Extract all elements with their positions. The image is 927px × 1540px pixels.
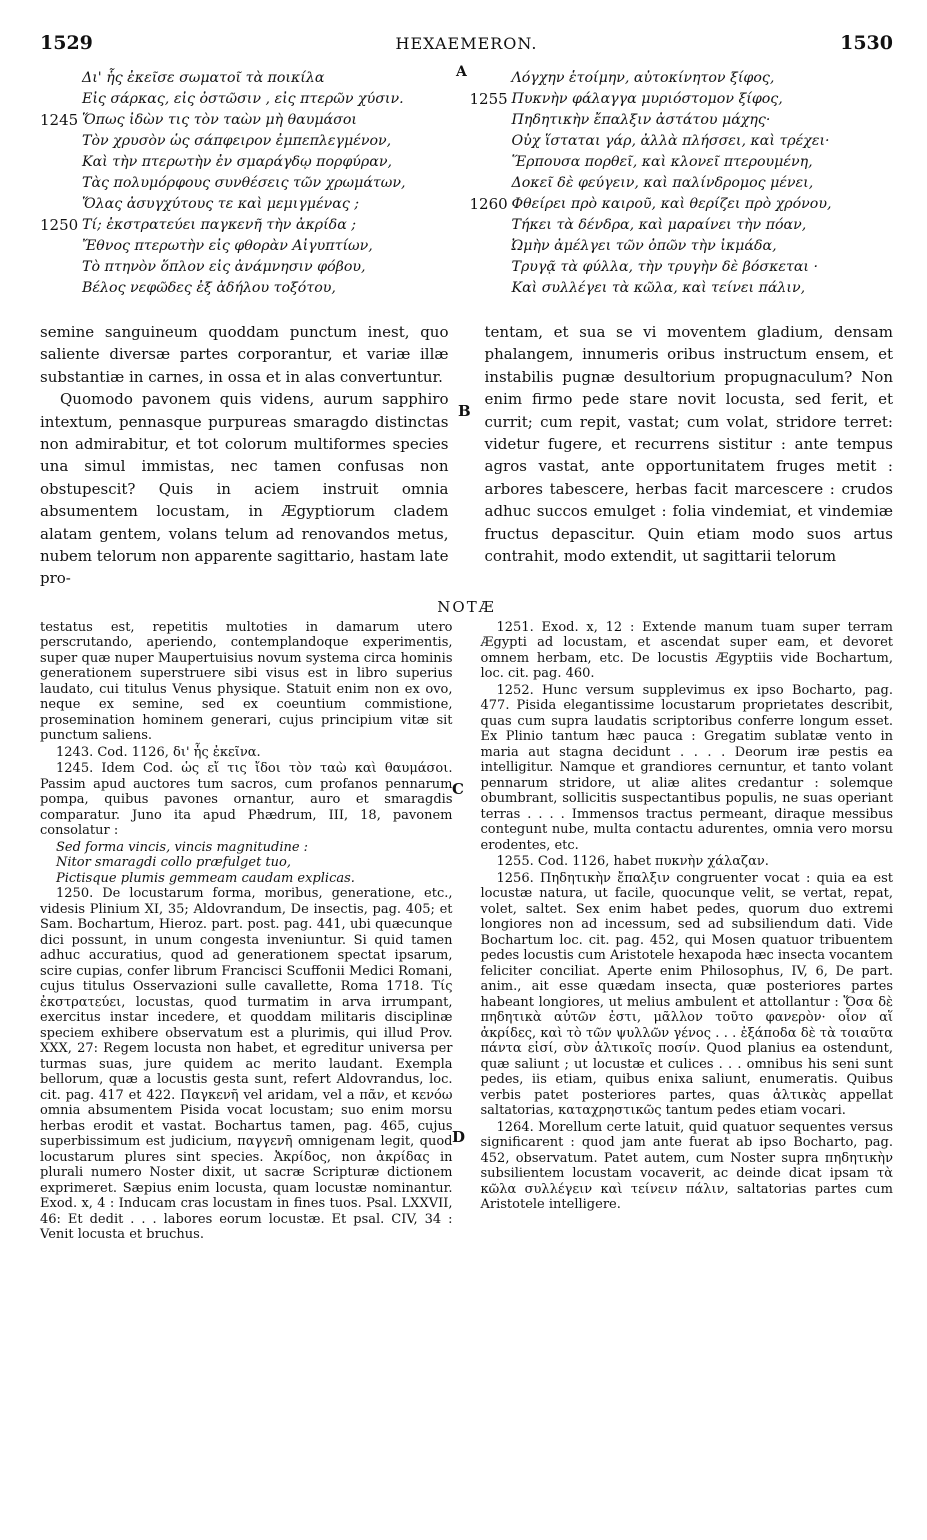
- verse-line: [470, 110, 894, 131]
- margin-mark-b: B: [458, 402, 471, 420]
- latin-paragraph: Quomodo pavonem quis videns, aurum sapphiro intextum, pennasque purpureas smaragdo distinctas non admirabitur, et tot colorum multiformes species una simul immistas, nec tamen confusas non obstupescit? Quis in aciem instruit omnia absumentem locustam, in Ægyptiorum cladem alatam gentem, volans telum ad renovandos metus, nubem telorum non apparente sagittario, hastam late pro-: [40, 390, 449, 588]
- verse-text: Ὅλας ἀσυγχύτους τε καὶ μεμιγμένας ;: [82, 196, 360, 212]
- verse-number: [470, 278, 512, 299]
- note-paragraph: 1251. Exod. x, 12 : Extende manum tuam super terram Ægypti ad locustam, et ascendat super eam, et devoret omnem herbam, etc. De locustis Ægyptiis vide Bochartum, loc. cit. pag. 460.: [480, 619, 893, 682]
- verse-text: Καὶ τὴν πτερωτὴν ἐν σμαράγδῳ πορφύραν,: [82, 154, 392, 170]
- verse-line: [470, 194, 894, 215]
- margin-mark-c: C: [452, 780, 464, 798]
- verse-line: [470, 68, 894, 89]
- verse-line: [470, 131, 894, 152]
- page-number-left: 1529: [40, 32, 93, 54]
- notes-block: [40, 620, 893, 1244]
- verse-number: [40, 257, 82, 278]
- page-header: [40, 28, 893, 54]
- verse-text: Βέλος νεφῶδες ἐξ ἀδήλου τοξότου,: [82, 280, 336, 296]
- verse-text: Δι' ἧς ἐκεῖσε σωματοῖ τὰ ποικίλα: [82, 70, 325, 86]
- latin-paragraph: tentam, et sua se vi moventem gladium, densam phalangem, innumeris oribus instructum ensem, et instabilis pugnæ desultorium propugnaculum? Non enim firmo pede stare novit locusta, sed ferit, et currit; cum repit, vastat; cum volat, stridore terret: videtur fugere, et recurrens sistitur : ante tempus agros vastat, ante opportunitatem fruges metit : arbores tabescere, herbas facit marcescere : crudos adhuc succos emulget : folia vindemiat, et vindemiæ fructus depascitur. Quin etiam modo suos artus contrahit, modo extendit, ut sagittarii telorum: [484, 323, 893, 566]
- verse-line: [40, 89, 464, 110]
- margin-mark-a: A: [456, 64, 467, 80]
- verse-number: [470, 68, 512, 89]
- verse-number: [40, 194, 82, 215]
- verse-text: Πυκνὴν φάλαγγα μυριόστομον ξίφος,: [511, 91, 783, 107]
- verse-line: Sed forma vincis, vincis magnitudine :: [56, 839, 309, 855]
- running-title: HEXAEMERON.: [395, 34, 538, 53]
- verse-line: [40, 110, 464, 131]
- verse-line: Nitor smaragdi collo præfulget tuo,: [56, 855, 291, 871]
- note-paragraph: 1252. Hunc versum supplevimus ex ipso Bocharto, pag. 477. Pisida elegantissime locustarum proprietates describit, quas cum supra laudatis scriptoribus conferre longum esset. Ex Plinio tantum hæc pauca : Gregatim sublatæ vento in maria aut stagna decidunt . . . . Deorum iræ pestis ea intelligitur. Namque et grandiores cernuntur, et tanto volant pennarum stridore, ut aliæ alites credantur : solemque obumbrant, sollicitis suspectantibus populis, ne suas operiant terras . . . . Immensos tractus permeant, diraque messibus contegunt nube, multa contactu adurentes, omnia vero morsu erodentes, etc.: [480, 682, 893, 853]
- verse-line: [470, 278, 894, 299]
- verse-text: Οὐχ ἵσταται γάρ, ἀλλὰ πλήσσει, καὶ τρέχει·: [511, 133, 830, 149]
- note-paragraph: 1256. Πηδητικὴν ἔπαλξιν congruenter vocat : quia ea est locustæ natura, ut facile, quocunque velit, se vertat, repat, volet, saltet. Sex enim habet pedes, quorum duo extremi longiores non ad incessum, sed ad subsiliendum dati. Vide Bochartum loc. cit. pag. 452, qui Mosen quatuor tribuentem pedes locustis cum Aristotele hexapoda hæc insecta vocantem feliciter conciliat. Aperte enim Philosophus, IV, 6, De part. anim., ait esse quædam insecta, quæ posteriores partes habeant longiores, ut melius ambulent et attollantur : Ὅσα δὲ πηδητικὰ αὐτῶν ἐστι, μᾶλλον τοῦτο φανερὸν· οἷον αἵ ἀκρίδες, καὶ τὸ τῶν ψυλλῶν γένος . . . ἐξάποδα δὲ τὰ τοιαῦτα πάντα εἰσί, σὺν ἁλτικοῖς ποσίν. Quod planius ea ostendunt, quæ saliunt ; ut locustæ et culices . . . omnibus his seni sunt pedes, iis etiam, quibus enixa saliunt, enumeratis. Quibus verbis patet posteriores partes, quas ἁλτικὰς appellat saltatorias, καταχρηστικῶς tantum pedes etiam vocari.: [480, 870, 893, 1119]
- verse-line: [470, 257, 894, 278]
- notes-heading: NOTÆ: [437, 597, 496, 616]
- latin-paragraph: semine sanguineum quoddam punctum inest, quo saliente diversæ partes corporantur, et variæ illæ substantiæ in carnes, in ossa et in alas convertuntur.: [40, 323, 449, 386]
- verse-line: [40, 236, 464, 257]
- verse-text: Δοκεῖ δὲ φεύγειν, καὶ παλίνδρομος μένει,: [511, 175, 814, 191]
- verse-line: [40, 215, 464, 236]
- verse-line: [470, 236, 894, 257]
- verse-line: [40, 131, 464, 152]
- verse-number: [40, 131, 82, 152]
- verse-number: 1255: [469, 90, 508, 108]
- verse-number: [40, 173, 82, 194]
- verse-line: [470, 152, 894, 173]
- greek-column-right: [464, 68, 894, 299]
- verse-text: Πηδητικὴν ἔπαλξιν ἀστάτου μάχης·: [511, 112, 771, 128]
- note-paragraph: 1250. De locustarum forma, moribus, generatione, etc., videsis Plinium XI, 35; Aldovrandum, De insectis, pag. 405; et Sam. Bochartum, Hieroz. part. post. pag. 441, ubi quæcunque dici possunt, in unum congesta inveniuntur. Si quid tamen adhuc accuratius, quod ad generationem spectat ipsarum, scire cupias, confer librum Francisci Scuffonii Medici Romani, cujus titulus Osservazioni sulle cavallette, Roma 1718. Τίς ἐκστρατεύει, locustas, quod turmatim in arva irrumpant, exercitus instar incedere, et quoddam militaris disciplinæ speciem exhibere observatum est a plurimis, qui illud Prov. XXX, 27: Regem locusta non habet, et egreditur universa per turmas suas, jure quidem ac merito laudant. Exempla bellorum, quæ a locustis gesta sunt, refert Aldovrandus, loc. cit. pag. 417 et 422. Παγκενῆ vel aridam, vel a πᾶν, et κενόω omnia absumentem Pisida vocat locustam; suo enim morsu herbas erodit et vastat. Bochartus tamen, pag. 465, cujus superbissimum est judicium, παγγενῆ omnigenam legit, quod locustarum plures sint species. Ἀκρίδος, non ἀκρίδας in plurali numero Noster dixit, ut sacræ Scripturæ dictionem exprimeret. Sæpius enim locusta, quam locustæ nominantur. Exod. x, 4 : Inducam cras locustam in fines tuos. Psal. LXXVII, 46: Et dedit . . . labores eorum locustæ. Et psal. CIV, 34 : Venit locusta et bruchus.: [40, 886, 453, 1243]
- verse-text: Ὅπως ἰδὼν τις τὸν ταὼν μὴ θαυμάσοι: [82, 112, 357, 128]
- notes-column-right: [467, 620, 894, 1244]
- note-paragraph: 1255. Cod. 1126, habet πυκνὴν χάλαζαν.: [496, 854, 769, 870]
- verse-number: [470, 110, 512, 131]
- verse-line: [40, 257, 464, 278]
- latin-column-right: [467, 321, 894, 590]
- verse-line: [40, 152, 464, 173]
- latin-translation-block: [40, 321, 893, 590]
- verse-line: Pictisque plumis gemmeam caudam explicas.: [56, 870, 355, 886]
- notes-column-left: [40, 620, 467, 1244]
- verse-number: [40, 152, 82, 173]
- verse-line: [40, 194, 464, 215]
- greek-verse-block: [40, 68, 893, 299]
- verse-number: [470, 152, 512, 173]
- verse-text: Τὸν χρυσὸν ὡς σάπφειρον ἐμπεπλεγμένον,: [82, 133, 392, 149]
- verse-number: 1245: [40, 111, 79, 129]
- verse-number: [40, 236, 82, 257]
- verse-number: [470, 236, 512, 257]
- verse-text: Καὶ συλλέγει τὰ κῶλα, καὶ τείνει πάλιν,: [511, 280, 806, 296]
- note-paragraph: 1243. Cod. 1126, δι' ἧς ἐκεῖνα.: [56, 744, 261, 760]
- verse-line: [470, 215, 894, 236]
- verse-text: Λόγχην ἑτοίμην, αὐτοκίνητον ξίφος,: [511, 70, 775, 86]
- note-paragraph: 1245. Idem Cod. ὡς εἴ τις ἴδοι τὸν ταὼ καὶ θαυμάσοι. Passim apud auctores tum sacros, cum profanos pennarum pompa, quibus pavones ornantur, auro et smaragdis comparatur. Juno ita apud Phædrum, III, 18, pavonem consolatur :: [40, 761, 453, 839]
- verse-text: Φθείρει πρὸ καιροῦ, καὶ θερίζει πρὸ χρόνου,: [511, 196, 832, 212]
- verse-line: [40, 278, 464, 299]
- verse-number: [470, 215, 512, 236]
- verse-number: [470, 173, 512, 194]
- verse-line: [470, 173, 894, 194]
- verse-number: [470, 131, 512, 152]
- page-number-right: 1530: [840, 32, 893, 54]
- greek-column-left: [40, 68, 464, 299]
- note-paragraph: testatus est, repetitis multoties in damarum utero perscrutando, aperiendo, contemplandoque experimentis, super quæ nuper Maupertuisius novum systema circa hominis generationem superstruere sibi visus est in libro superius laudato, cui titulus Venus physique. Statuit enim non ex ovo, neque ex semine, sed ex coeuntium commistione, prosemination hominem generari, cujus principium vitæ sit punctum saliens.: [40, 619, 453, 744]
- verse-text: Ὠμὴν ἀμέλγει τῶν ὀπῶν τὴν ἰκμάδα,: [511, 238, 777, 254]
- verse-number: [40, 89, 82, 110]
- verse-line: [40, 173, 464, 194]
- verse-number: 1260: [469, 195, 508, 213]
- verse-number: 1250: [40, 216, 79, 234]
- verse-number: [40, 278, 82, 299]
- verse-line: [470, 89, 894, 110]
- verse-text: Τήκει τὰ δένδρα, καὶ μαραίνει τὴν πόαν,: [511, 217, 807, 233]
- verse-text: Ἕρπουσα πορθεῖ, καὶ κλονεῖ πτερουμένη,: [511, 154, 813, 170]
- verse-number: [40, 68, 82, 89]
- verse-text: Τὸ πτηνὸν ὅπλον εἰς ἀνάμνησιν φόβου,: [82, 259, 366, 275]
- verse-text: Τί; ἐκστρατεύει παγκενῆ τὴν ἀκρίδα ;: [82, 217, 357, 233]
- verse-line: [40, 68, 464, 89]
- margin-mark-d: D: [452, 1128, 466, 1146]
- verse-text: Ἔθνος πτερωτὴν εἰς φθορὰν Αἰγυπτίων,: [82, 238, 373, 254]
- verse-text: Τὰς πολυμόρφους συνθέσεις τῶν χρωμάτων,: [82, 175, 406, 191]
- latin-column-left: [40, 321, 467, 590]
- verse-text: Εἰς σάρκας, εἰς ὀστῶσιν , εἰς πτερῶν χύσιν.: [82, 91, 404, 107]
- verse-number: [470, 257, 512, 278]
- verse-text: Τρυγᾷ τὰ φύλλα, τὴν τρυγὴν δὲ βόσκεται ·: [511, 259, 819, 275]
- note-paragraph: 1264. Morellum certe latuit, quid quatuor sequentes versus significarent : quod jam ante fuerat ab ipso Bocharto, pag. 452, observatum. Patet autem, cum Noster supra πηδητικὴν subsilientem locustam vocaverit, ac deinde dicat ipsam τὰ κῶλα συλλέγειν καὶ τείνειν πάλιν, saltatorias partes cum Aristotele intelligere.: [480, 1119, 893, 1213]
